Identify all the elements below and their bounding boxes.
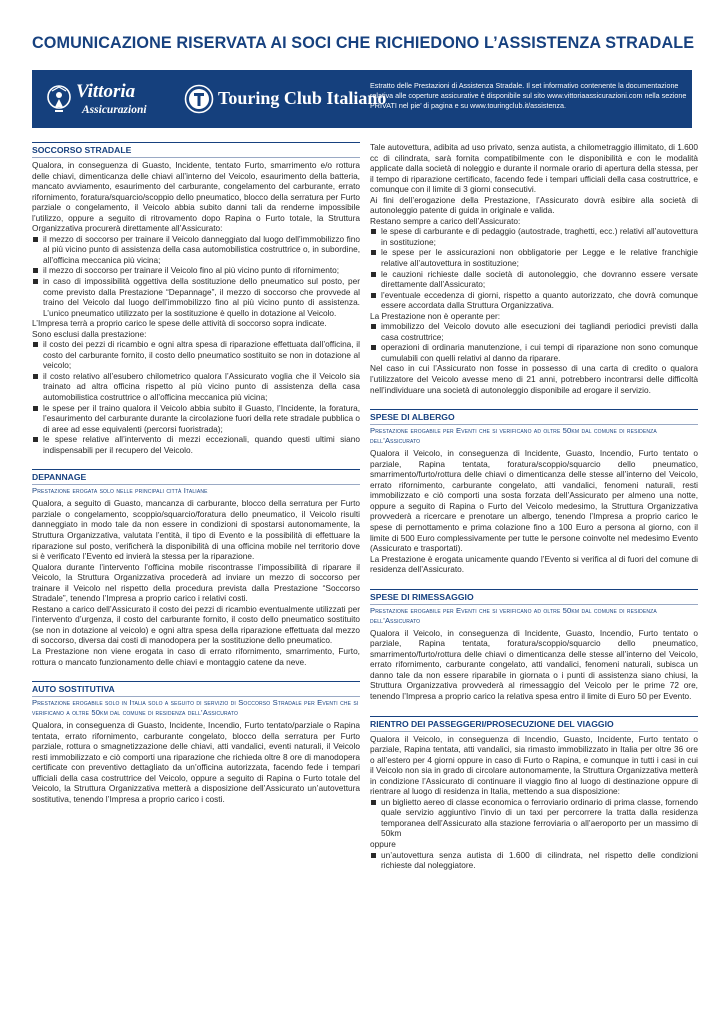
paragraph: Qualora durante l’intervento l’officina mobile riscontrasse l’impossibilità di riparare il Veicolo, la Struttura Organizzativa procederà ad inviare un mezzo di soccorso per trainare il Veicolo nel rispetto della procedura prevista dalla Prestazione “Soccorso Stradale”, tenendo l’Impresa a proprio carico i relativi costi. [32, 561, 360, 604]
page-title: COMUNICAZIONE RISERVATA AI SOCI CHE RICHIEDONO L’ASSISTENZA STRADALE [32, 34, 695, 52]
paragraph: Nel caso in cui l’Assicurato non fosse in possesso di una carta di credito o qualora l’utilizzatore del Veicolo avesse meno di 21 anni, potrebbero incontrarsi delle difficoltà nell’individuare una società di autonoleggio disponibile ad erogare il servizio. [370, 363, 698, 395]
tci-logo [184, 82, 387, 116]
paragraph: Restano a carico dell’Assicurato il costo dei pezzi di ricambio eventualmente utilizzati per l’intervento d’urgenza, il costo del carburante fornito, il costo dello pneumatico sostituito (se non in dotazione al veicolo) e ogni altra spesa della riparazione effettuata dal mezzo di soccorso, diversa dai costi di manodopera per la sostituzione dello pneumatico. [32, 603, 360, 646]
paragraph: Tale autovettura, adibita ad uso privato, senza autista, a chilometraggio illimitato, di 1.600 cc di cilindrata, sarà fornita compatibilmente con le disponibilità e con le modalità applicate dalla società di noleggio e durante il normale orario di apertura della stessa, per il tempo di riparazione certificato, facendo fede i tempari ufficiali della casa costruttrice, e comunque con il limite di 3 giorni consecutivi. [370, 142, 698, 195]
list-item: l’eventuale eccedenza di giorni, rispetto a quanto autorizzato, che dovrà comunque essere accordata dalla Struttura Organizzativa. [370, 290, 698, 311]
section-depannage [32, 469, 360, 667]
paragraph: Qualora il Veicolo, in conseguenza di Incidente, Guasto, Incendio, Furto tentato o parziale, Rapina tentata, foratura/scoppio/squarcio dello pneumatico, smarrimento/furto/rottura delle chiavi o dimenticanza delle stesse all’interno del Veicolo, errato rifornimento, carburante congelato, atti vandalici, fenomeni naturali, resti immobilizzato e ciò comporti una sosta forzata dell’Assicurato per almeno una notte, oppure a seguito di Rapina o Furto del Veicolo medesimo, la Struttura Organizzativa provvederà a ricercare e prenotare un albergo, tenendo l’Impresa a proprio carico le spese di pernottamento e prima colazione fino a 100 Euro a persona al giorno, con il limite di 500 Euro complessivamente per tutte le persone coinvolte nel medesimo Evento (Assicurato e trasportati). [370, 448, 698, 554]
list-item: immobilizzo del Veicolo dovuto alle esecuzioni dei tagliandi periodici previsti dalla casa costruttrice; [370, 321, 698, 342]
section-albergo [370, 409, 698, 575]
list-item: un’autovettura senza autista di 1.600 di cilindrata, nel rispetto delle condizioni richieste dal noleggiatore. [370, 850, 698, 871]
bullet-list [370, 797, 698, 839]
section-title: AUTO SOSTITUTIVA [32, 684, 115, 695]
list-item: le spese per il traino qualora il Veicolo abbia subito il Guasto, l’Incidente, la foratura, l’esaurimento del carburante durante la circolazione fuori della rete stradale pubblica o di aree ad esse equivalenti (percorsi fuoristrada); [32, 403, 360, 435]
list-item: il mezzo di soccorso per trainare il Veicolo danneggiato dal luogo dell’immobilizzo fino al più vicino punto di assistenza della casa automobilistica costruttrice o, in subordine, all’officina meccanica più vicina; [32, 234, 360, 266]
paragraph: Ai fini dell’erogazione della Prestazione, l’Assicurato dovrà esibire alla società di autonoleggio patente di guida in originale e valida. [370, 194, 698, 216]
paragraph: La Prestazione non è operante per: [370, 310, 501, 321]
paragraph: Qualora, a seguito di Guasto, mancanza di carburante, blocco della serratura per Furto parziale o congelamento, scoppio/squarcio/foratura dello pneumatico, il Veicolo risulti danneggiato in modo tale da non essere in condizioni di spostarsi autonomamente, la Struttura Organizzativa, valutata l’entità, il tipo di Evento e la possibilità di effettuare la riparazione sul posto, verificherà la disponibilità di una officina mobile nel territorio dove si è verificato l’Evento ed invierà la stessa per la riparazione. [32, 498, 360, 562]
list-item: in caso di impossibilità oggettiva della sostituzione dello pneumatico sul posto, per come previsto dalla Prestazione “Depannage”, il mezzo di soccorso che provvede al traino del Veicolo dal luogo dell’immobilizzo fino al più vicino punto di assistenza. L’unico pneumatico utilizzato per la sostituzione è quello in dotazione al Veicolo. [32, 276, 360, 318]
vittoria-logo [46, 78, 176, 120]
section-auto-sostitutiva [32, 681, 360, 804]
vittoria-crest-icon [46, 83, 72, 117]
paragraph: oppure [370, 838, 396, 849]
paragraph: L’Impresa terrà a proprio carico le spese delle attività di soccorso sopra indicate. [32, 318, 327, 329]
paragraph: Qualora il Veicolo, in conseguenza di Incidente, Guasto, Incendio, Furto tentato o parziale, Rapina tentata, foratura/scoppio/squarcio dello pneumatico, smarrimento/furto/rottura delle chiavi o dimenticanza delle stesse all’interno del Veicolo, errato rifornimento, carburante congelato, atti vandalici, fenomeni naturali, subisca un danno tale da non essere riparabile in giornata o i punti di assistenza siano chiusi, la Struttura Organizzativa provvederà al rimessaggio del Veicolo per le prime 72 ore, tenendo l’Impresa a proprio carico la relativa spesa entro il limite di Euro 50 per Evento. [370, 627, 698, 701]
list-item: il costo dei pezzi di ricambio e ogni altra spesa di riparazione effettuata dall’officina, il costo del carburante fornito, il costo dello pneumatico sostituito se non in dotazione al veicolo; [32, 339, 360, 371]
header-banner [32, 70, 692, 128]
bullet-list [370, 321, 698, 363]
banner-text: Estratto delle Prestazioni di Assistenza Stradale. Il set informativo contenente la documentazione relativa alle coperture assicurative è disponibile sul sito www.vittoriaassicurazioni.com nella sezione PRIVATI nel pie’ di pagina e su www.touringclub.it/assistenza. [370, 81, 687, 110]
list-item: il mezzo di soccorso per trainare il Veicolo fino al più vicino punto di rifornimento; [32, 265, 360, 276]
paragraph: Qualora, in conseguenza di Guasto, Incidente, tentato Furto, smarrimento e/o rottura delle chiavi, dimenticanza delle chiavi all’interno del Veicolo, esaurimento della batteria, mancato avviamento, esaurimento del carburante, congelamento del carburante, errato rifornimento, foratura/squarcio/scoppio dello pneumatico, blocco della serratura per Furto parziale o congelamento, il Veicolo abbia subito danni tali da renderne impossibile l’utilizzo, oppure a seguito di ritrovamento dopo Rapina o Furto totale, la Struttura Organizzativa procurerà direttamente all’Assicurato: [32, 157, 360, 234]
list-item: un biglietto aereo di classe economica o ferroviario ordinario di prima classe, fornendo quale servizio aggiuntivo l’invio di un taxi per percorrere la tratta dalla residenza temporanea dell’Assicurato alla stazione ferroviaria o all’aeroporto per un massimo di 50km [370, 797, 698, 839]
list-item: le cauzioni richieste dalle società di autonoleggio, che dovranno essere versate direttamente dall’Assicurato; [370, 269, 698, 290]
section-title: RIENTRO DEI PASSEGGERI/PROSECUZIONE DEL VIAGGIO [370, 718, 614, 729]
section-rientro [370, 716, 698, 871]
paragraph: La Prestazione è erogata unicamente quando l’Evento si verifica al di fuori del comune di residenza dell’Assicurato. [370, 553, 698, 575]
paragraph: Qualora, in conseguenza di Guasto, Incidente, Incendio, Furto tentato/parziale o Rapina tentata, errato rifornimento, carburante congelato, blocco della serratura per Furto parziale, rottura o smagnetizzazione delle chiavi, atti vandalici, eventi naturali, il Veicolo resti immobilizzato e ciò comporti una riparazione che richieda oltre 8 ore di manodopera certificate con preventivo dettagliato da un’officina autorizzata, facendo fede i tempari ufficiali della casa costruttrice del Veicolo, oppure a seguito di Rapina o Furto totale del Veicolo, la Struttura Organizzativa metterà a disposizione dell’Assicurato un’autovettura sostitutiva, tenendo l’Impresa a proprio carico i costi. [32, 720, 360, 804]
section-subtitle: Prestazione erogata solo nelle principali città Italiane [32, 484, 360, 496]
section-title: SOCCORSO STRADALE [32, 145, 132, 155]
list-item: le spese relative all’intervento di mezzi eccezionali, quando questi ultimi siano indispensabili per il recupero del Veicolo. [32, 434, 360, 455]
tci-name: Touring Club Italiano [218, 88, 387, 108]
section-auto-sostitutiva-continued [370, 142, 698, 395]
bullet-list [370, 850, 698, 871]
section-title: SPESE DI RIMESSAGGIO [370, 591, 474, 602]
section-soccorso [32, 142, 360, 455]
vittoria-name: Vittoria [76, 81, 136, 102]
list-item: le spese per le assicurazioni non obbligatorie per Legge e le relative franchigie relative all’autovettura in sostituzione; [370, 247, 698, 268]
paragraph: Restano sempre a carico dell’Assicurato: [370, 215, 521, 226]
left-column [32, 142, 360, 804]
section-subtitle: Prestazione erogabile solo in Italia solo a seguito di servizio di Soccorso Stradale per Eventi che si verificano a oltre 50km dal comune di residenza dell’Assicurato [32, 698, 359, 718]
list-item: il costo relativo all’esubero chilometrico qualora l’Assicurato voglia che il Veicolo sia trainato ad altra officina rispetto al più vicino punto di assistenza della casa automobilistica costruttrice o all’officina meccanica più vicina; [32, 371, 360, 403]
bullet-list [32, 339, 360, 455]
section-subtitle: Prestazione erogabile per Eventi che si verificano ad oltre 50km dal comune di residenza dell’Assicurato [370, 604, 698, 626]
list-item: le spese di carburante e di pedaggio (autostrade, traghetti, ecc.) relativi all’autovettura in sostituzione; [370, 226, 698, 247]
paragraph: Qualora il Veicolo, in conseguenza di Incendio, Guasto, Incidente, Furto tentato o parziale, Rapina tentata, atti vandalici, sia rimasto immobilizzato in Italia per oltre 36 ore o all’estero per 4 giorni oppure in caso di Furto o Rapina, e comunque in tutti i casi in cui il Veicolo non sia in grado di circolare autonomamente, la Struttura Organizzativa metterà in condizione l’Assicurato di continuare il viaggio fino al luogo di destinazione oppure di rientrare al luogo di residenza in Italia, mettendo a sua disposizione: [370, 731, 698, 797]
bullet-list [370, 226, 698, 310]
section-title: DEPANNAGE [32, 472, 87, 483]
list-item: operazioni di ordinaria manutenzione, i cui tempi di riparazione non sono comunque cumulabili con quelli relativi al danno da riparare. [370, 342, 698, 363]
section-rimessaggio [370, 589, 698, 702]
section-subtitle: Prestazione erogabile per Eventi che si verificano ad oltre 50km dal comune di residenza dell’Assicurato [370, 424, 698, 446]
paragraph: Sono esclusi dalla prestazione: [32, 328, 147, 339]
right-column [370, 142, 698, 871]
paragraph: La Prestazione non viene erogata in caso di errato rifornimento, smarrimento, Furto, rottura o mancato funzionamento delle chiavi e montaggio catene da neve. [32, 645, 360, 667]
tci-emblem-icon [184, 84, 214, 114]
section-title: SPESE DI ALBERGO [370, 412, 455, 423]
vittoria-sub: Assicurazioni [82, 104, 147, 116]
bullet-list [32, 234, 360, 318]
